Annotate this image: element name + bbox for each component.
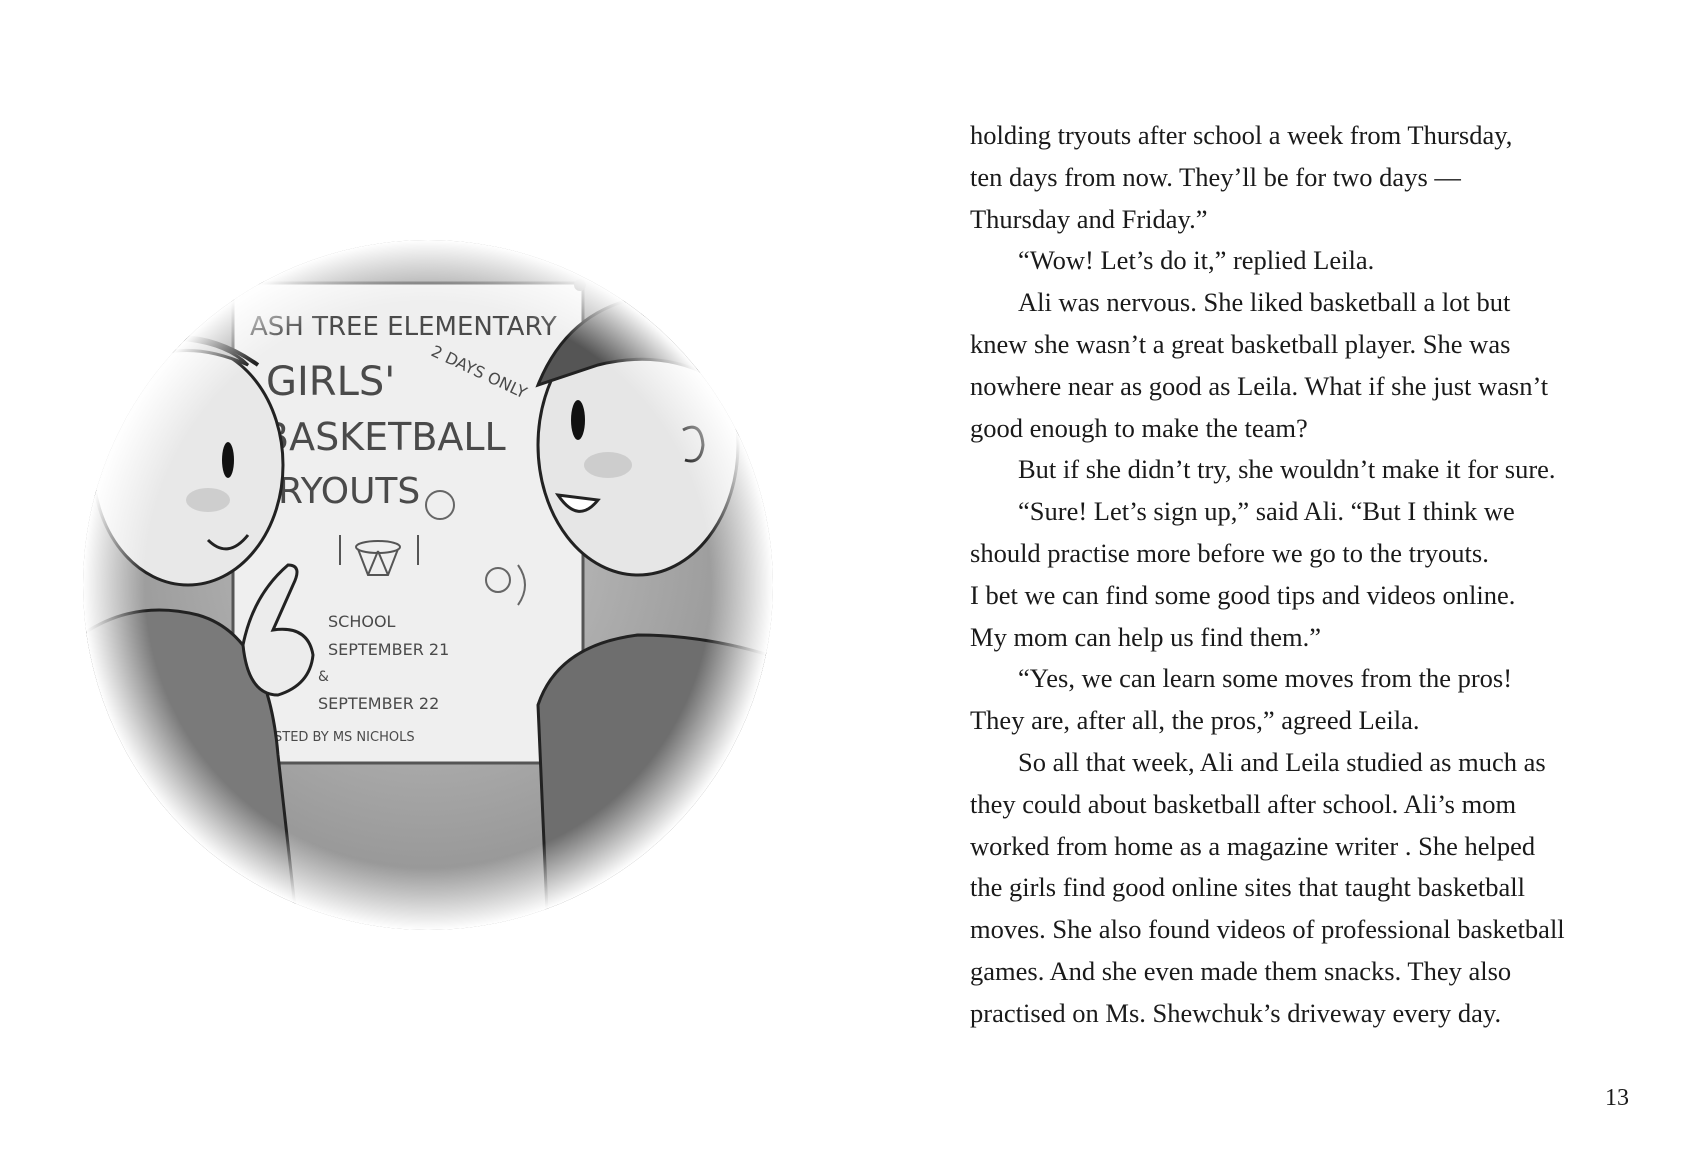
text-line: games. And she even made them snacks. They also [970,955,1512,986]
text-line: My mom can help us find them.” [970,621,1322,652]
text-line: the girls find good online sites that taught basketball [970,872,1525,903]
story-text [970,115,1590,1035]
text-line: So all that week, Ali and Leila studied as much as [1018,746,1546,777]
text-line: they could about basketball after school. Ali’s mom [970,788,1517,819]
text-line: “Sure! Let’s sign up,” said Ali. “But I think we [1018,496,1515,527]
text-line: I bet we can find some good tips and videos online. [970,579,1516,610]
text-line: ten days from now. They’ll be for two days — [970,161,1461,192]
text-line: moves. She also found videos of professional basketball [970,914,1565,945]
text-line: “Wow! Let’s do it,” replied Leila. [1018,245,1375,276]
text-line: holding tryouts after school a week from Thursday, [970,120,1513,150]
page-number: 13 [1605,1085,1629,1111]
text-line: Ali was nervous. She liked basketball a lot but [1018,287,1511,318]
text-line: practised on Ms. Shewchuk’s driveway every day. [970,997,1502,1028]
text-line: But if she didn’t try, she wouldn’t make it for sure. [1018,454,1556,485]
text-line: “Yes, we can learn some moves from the pros! [1018,663,1513,694]
text-line: nowhere near as good as Leila. What if she just wasn’t [970,370,1549,401]
text-line: should practise more before we go to the tryouts. [970,537,1489,568]
text-line: worked from home as a magazine writer . She helped [970,830,1536,861]
pin-icon [230,281,242,293]
illustration-girls-reading-poster [78,235,778,935]
illustration-svg [78,235,778,935]
text-line: good enough to make the team? [970,412,1308,443]
text-line: knew she wasn’t a great basketball player. She was [970,328,1511,359]
text-line: They are, after all, the pros,” agreed Leila. [970,705,1420,736]
text-line: Thursday and Friday.” [970,203,1208,234]
